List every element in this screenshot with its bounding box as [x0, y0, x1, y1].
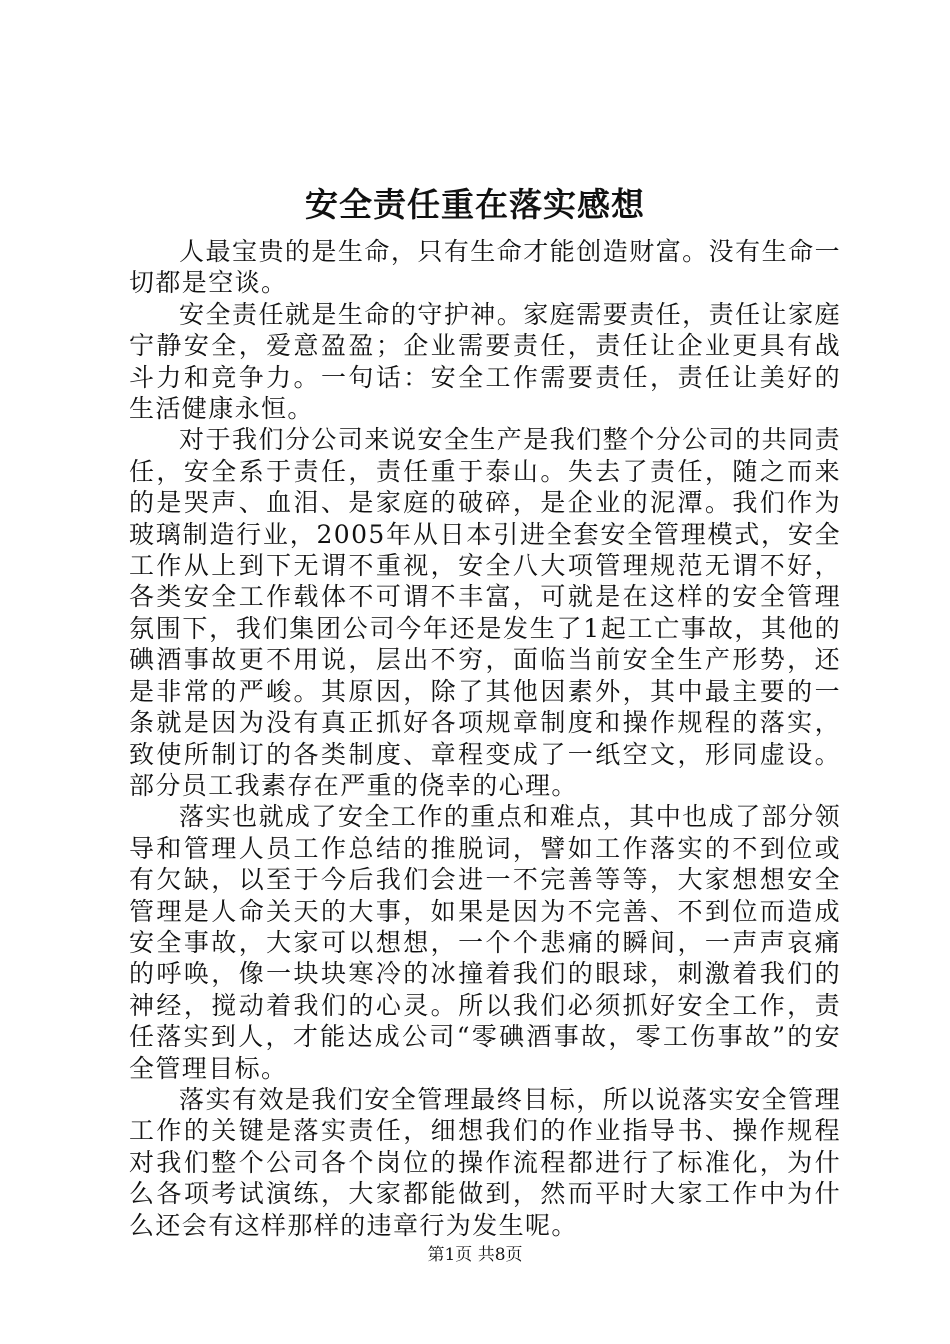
paragraph-4: 落实也就成了安全工作的重点和难点，其中也成了部分领导和管理人员工作总结的推脱词，譬如工作落实的不到位或有欠缺，以至于今后我们会进一不完善等等，大家想想安全管理是人命关天的大事，如果是因为不完善、不到位而造成安全事故，大家可以想想，一个个悲痛的瞬间，一声声哀痛的呼唤，像一块块寒冷的冰撞着我们的眼球，刺激着我们的神经，搅动着我们的心灵。所以我们必须抓好安全工作，责任落实到人，才能达成公司“零碘酒事故，零工伤事故”的安全管理目标。	[129, 802, 841, 1083]
page-number-footer: 第1页 共8页	[427, 1245, 523, 1265]
paragraph-3: 对于我们分公司来说安全生产是我们整个分公司的共同责任，安全系于责任，责任重于泰山。失去了责任，随之而来的是哭声、血泪、是家庭的破碎，是企业的泥潭。我们作为玻璃制造行业，2005年从日本引进全套安全管理模式，安全工作从上到下无谓不重视，安全八大项管理规范无谓不好，各类安全工作载体不可谓不丰富，可就是在这样的安全管理氛围下，我们集团公司今年还是发生了1起工亡事故，其他的碘酒事故更不用说，层出不穷，面临当前安全生产形势，还是非常的严峻。其原因，除了其他因素外，其中最主要的一条就是因为没有真正抓好各项规章制度和操作规程的落实，致使所制订的各类制度、章程变成了一纸空文，形同虚设。部分员工我素存在严重的侥幸的心理。	[129, 425, 841, 800]
document-body	[129, 236, 841, 1241]
paragraph-1: 人最宝贵的是生命，只有生命才能创造财富。没有生命一切都是空谈。	[129, 237, 841, 298]
document-title: 安全责任重在落实感想	[305, 185, 645, 224]
paragraph-5: 落实有效是我们安全管理最终目标，所以说落实安全管理工作的关键是落实责任，细想我们的作业指导书、操作规程对我们整个公司各个岗位的操作流程都进行了标准化，为什么各项考试演练，大家都能做到，然而平时大家工作中为什么还会有这样那样的违章行为发生呢。	[129, 1084, 841, 1240]
paragraph-2: 安全责任就是生命的守护神。家庭需要责任，责任让家庭宁静安全，爱意盈盈；企业需要责任，责任让企业更具有战斗力和竞争力。一句话：安全工作需要责任，责任让美好的生活健康永恒。	[129, 299, 841, 424]
